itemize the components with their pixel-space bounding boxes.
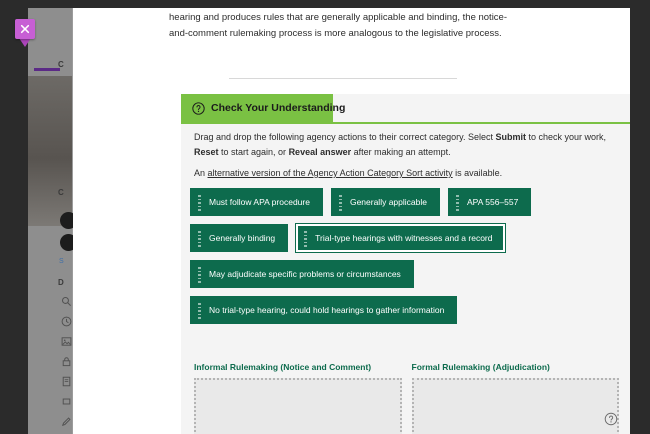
sidebar-heading-mid: C [58,188,64,197]
drag-handle-icon[interactable] [456,195,459,209]
draggable-chip[interactable] [190,260,414,288]
sidebar-avatar-two[interactable] [60,234,73,251]
chip-label: Generally binding [209,233,276,243]
drop-zone-area[interactable] [412,378,620,434]
instructions-seg-4: after making an attempt. [351,147,451,157]
image-icon[interactable] [61,336,72,347]
help-question-icon [604,412,618,426]
draggable-chip[interactable] [331,188,440,216]
close-x-icon [20,24,30,34]
instructions-seg-1: Drag and drop the following agency actions to their correct category. Select [194,132,496,142]
pencil-icon[interactable] [61,416,72,427]
instructions-seg-2: to check your work, [526,132,607,142]
sidebar-heading-bottom: D [58,278,64,287]
section-divider [229,78,457,79]
chip-label: No trial-type hearing, could hold hearings to gather information [209,305,445,315]
drop-zone-title: Formal Rulemaking (Adjudication) [411,362,550,372]
chip-label: Must follow APA procedure [209,197,310,207]
chip-row [190,224,620,252]
activity-instructions [194,130,609,160]
instructions-bold-reset: Reset [194,147,219,157]
sidebar-avatar-one[interactable] [60,212,73,229]
drag-handle-icon[interactable] [198,231,201,245]
drop-zone-title: Informal Rulemaking (Notice and Comment) [194,362,372,372]
window-chrome-right [630,0,650,434]
chip-label: Trial-type hearings with witnesses and a record [315,233,493,243]
drag-handle-icon[interactable] [339,195,342,209]
instructions-bold-reveal: Reveal answer [288,147,352,157]
draggable-chip-bank [190,188,620,332]
sidebar-link[interactable]: S [59,258,64,265]
window-chrome-top [0,0,650,8]
close-button[interactable] [15,19,35,39]
chip-row [190,188,620,216]
chip-label: Generally applicable [349,197,427,207]
sidebar-heading-top: C [58,60,64,69]
alternative-version-link[interactable]: alternative version of the Agency Action Category Sort activity [207,168,453,178]
question-circle-icon [192,102,205,115]
body-paragraph-line1: hearing and produces rules that are generally applicable and binding, the notice-and-comment rulemaking [169,12,508,39]
drag-handle-icon[interactable] [198,303,201,317]
draggable-chip[interactable] [448,188,531,216]
chip-label: APA 556–557 [466,197,519,207]
activity-header [181,94,346,122]
clock-icon[interactable] [61,316,72,327]
check-your-understanding-activity [181,94,630,434]
drag-handle-icon[interactable] [198,195,201,209]
drop-zone-group [194,362,619,434]
drop-zone-informal [194,362,402,434]
tag-icon[interactable] [61,396,72,407]
body-paragraph [169,10,519,42]
instructions-seg-3: to start again, or [218,147,289,157]
alternative-version-line [194,166,609,180]
draggable-chip[interactable] [190,224,288,252]
help-button[interactable] [604,412,618,426]
drag-handle-icon[interactable] [198,267,201,281]
activity-top-rule [181,122,630,124]
drag-handle-icon[interactable] [304,231,307,245]
draggable-chip-focused[interactable] [296,224,505,252]
instructions-bold-submit: Submit [495,132,526,142]
search-icon[interactable] [61,296,72,307]
document-icon[interactable] [61,376,72,387]
alternative-prefix: An [194,168,208,178]
drop-zone-area[interactable] [194,378,402,434]
lock-icon[interactable] [61,356,72,367]
close-button-pointer [19,38,31,47]
window-chrome-left [0,0,28,434]
drop-zone-formal [412,362,620,434]
draggable-chip[interactable] [190,188,323,216]
chip-label: May adjudicate specific problems or circumstances [209,269,401,279]
chip-row [190,260,620,288]
body-paragraph-line2: process is more analogous to the legislative process. [278,28,502,39]
chip-row [190,296,620,324]
dimmed-sidebar[interactable] [28,8,73,434]
draggable-chip[interactable] [190,296,457,324]
sidebar-active-accent [34,68,60,71]
content-page [73,8,630,434]
alternative-suffix: is available. [452,168,503,178]
sidebar-dark-band [28,76,73,226]
activity-title: Check Your Understanding [211,102,346,114]
